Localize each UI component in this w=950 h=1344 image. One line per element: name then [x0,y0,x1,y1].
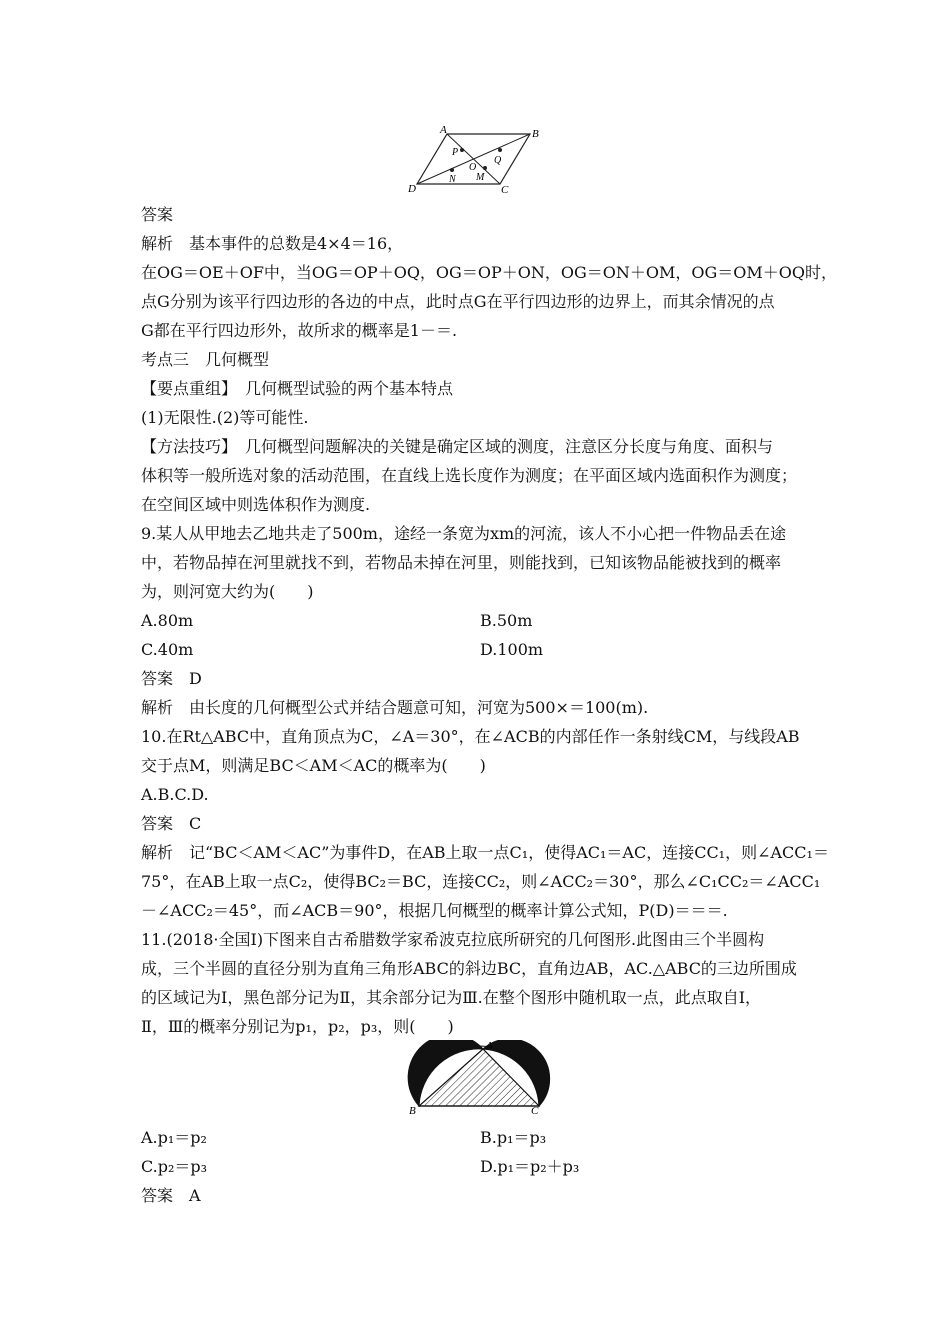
key-points: 【要点重组】 几何概型试验的两个基本特点 [141,379,454,398]
q9-answer: 答案 D [141,669,202,688]
analysis-q8-line1: 解析 基本事件的总数是4×4＝16， [141,234,404,253]
label-A: A [440,124,447,136]
hippocrates-lunes-figure [405,1040,555,1118]
q10-answer: 答案 C [141,814,202,833]
q10-line1: 10.在Rt△ABC中，直角顶点为C，∠A＝30°，在∠ACB的内部任作一条射线CM，与线段AB [141,727,800,746]
label-M: M [476,172,485,183]
q11-option-c: C.p₂＝p₃ [141,1157,208,1176]
key-points-content: (1)无限性.(2)等可能性. [141,408,309,427]
label-P: P [452,147,459,158]
q10-analysis-line2: 75°，在AB上取一点C₂，使得BC₂＝BC，连接CC₂，则∠ACC₂＝30°，那么∠C₁CC₂＝∠ACC₁ [141,872,821,891]
answer-label-q8: 答案 [141,205,174,224]
label-B: B [532,128,539,140]
label-C: C [501,184,509,194]
label-D: D [408,183,416,194]
q10-analysis-line1: 解析 记“BC＜AM＜AC”为事件D，在AB上取一点C₁，使得AC₁＝AC，连接CC₁，则∠ACC₁＝ [141,843,829,862]
method-tips-line3: 在空间区域中则选体积作为测度. [141,495,371,514]
section-title: 考点三 几何概型 [141,350,270,369]
q11-option-a: A.p₁＝p₂ [141,1128,207,1147]
label-Q: Q [494,155,502,166]
q11-option-b: B.p₁＝p₃ [480,1128,547,1147]
q9-option-a: A.80m [141,611,194,630]
q11-option-d: D.p₁＝p₂＋p₃ [480,1157,580,1176]
parallelogram-figure [405,122,545,194]
analysis-q8-line2: 在OG＝OE＋OF中，当OG＝OP＋OQ，OG＝OP＋ON，OG＝ON＋OM，OG＝OM＋OQ时， [141,263,837,282]
analysis-q8-line3: 点G分别为该平行四边形的各边的中点，此时点G在平行四边形的边界上，而其余情况的点 [141,292,775,311]
q9-option-c: C.40m [141,640,194,659]
q11-line4: Ⅱ，Ⅲ的概率分别记为p₁，p₂，p₃，则( ) [141,1017,454,1036]
q11-line2: 成，三个半圆的直径分别为直角三角形ABC的斜边BC，直角边AB，AC.△ABC的三边所围成 [141,959,797,978]
label-N: N [449,174,456,185]
q11-line1: 11.(2018·全国Ⅰ)下图来自古希腊数学家希波克拉底所研究的几何图形.此图由三个半圆构 [141,930,765,949]
q11-answer: 答案 A [141,1186,201,1205]
analysis-q8-line4: G都在平行四边形外，故所求的概率是1－＝. [141,321,458,340]
q9-option-b: B.50m [480,611,533,630]
q9-analysis: 解析 由长度的几何概型公式并结合题意可知，河宽为500×＝100(m). [141,698,649,717]
label-O: O [469,162,477,173]
q10-line2: 交于点M，则满足BC＜AM＜AC的概率为( ) [141,756,486,775]
q9-option-d: D.100m [480,640,544,659]
label-C: C [531,1105,539,1117]
label-A: A [486,1040,493,1052]
q11-line3: 的区域记为Ⅰ，黑色部分记为Ⅱ，其余部分记为Ⅲ.在整个图形中随机取一点，此点取自Ⅰ， [141,988,762,1007]
q9-line3: 为，则河宽大约为( ) [141,582,314,601]
method-tips-line2: 体积等一般所选对象的活动范围，在直线上选长度作为测度；在平面区域内选面积作为测度； [141,466,798,485]
method-tips-line1: 【方法技巧】 几何概型问题解决的关键是确定区域的测度，注意区分长度与角度、面积与 [141,437,774,456]
label-B: B [409,1105,416,1117]
q10-options: A.B.C.D. [141,785,209,804]
q10-analysis-line3: －∠ACC₂＝45°，而∠ACB＝90°，根据几何概型的概率计算公式知，P(D)＝＝＝. [141,901,728,920]
q9-line1: 9.某人从甲地去乙地共走了500m，途经一条宽为xm的河流，该人不小心把一件物品丢在途 [141,524,787,543]
q9-line2: 中，若物品掉在河里就找不到，若物品未掉在河里，则能找到，已知该物品能被找到的概率 [141,553,782,572]
